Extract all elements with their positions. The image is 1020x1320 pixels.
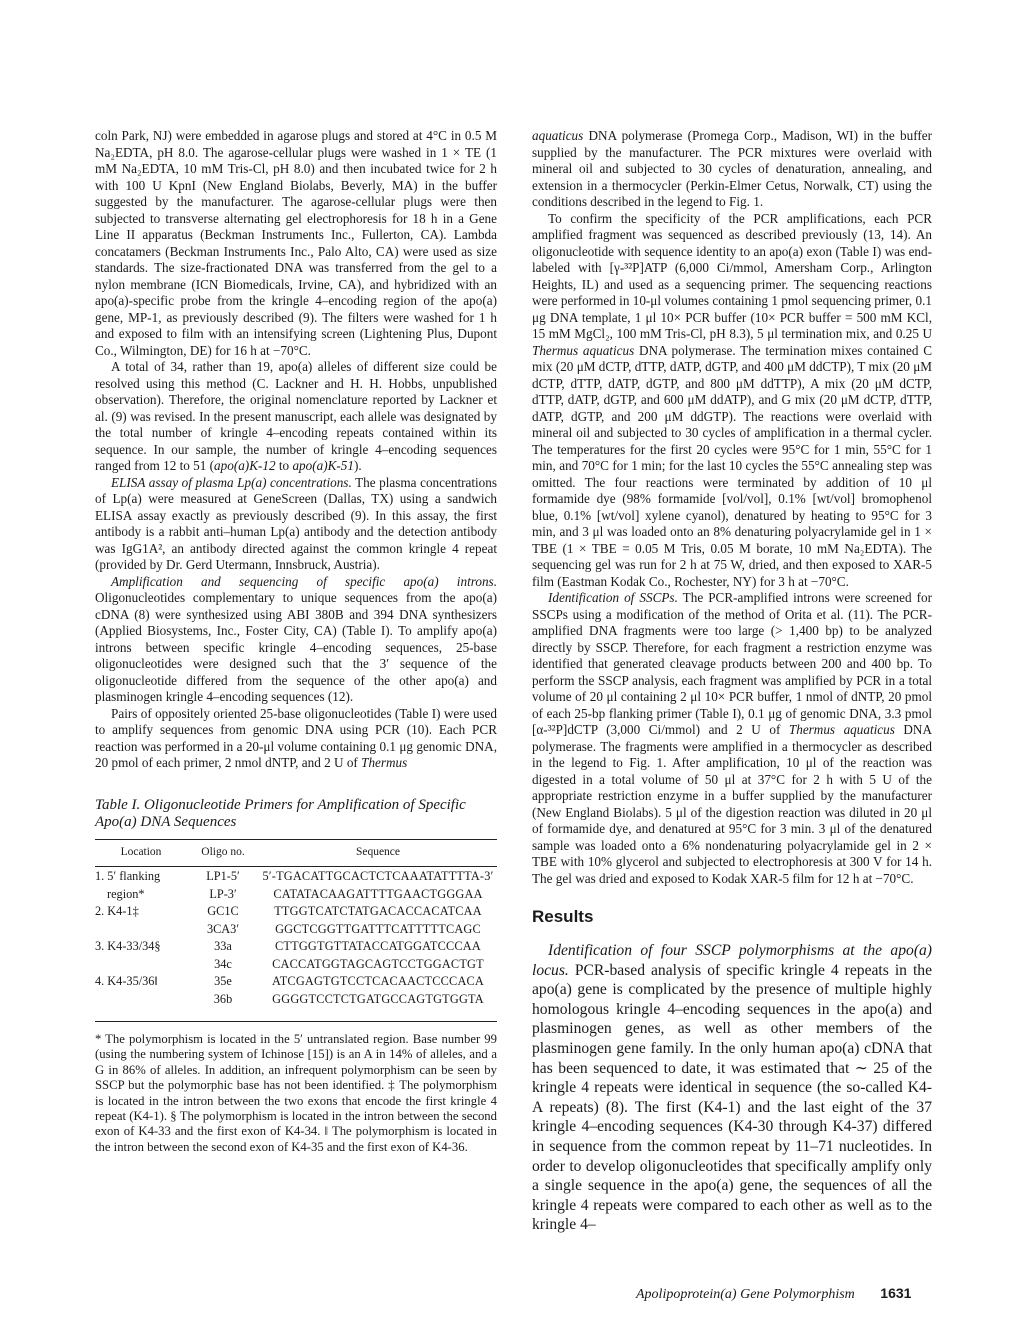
header-location: Location (95, 839, 187, 867)
results-paragraph: Identification of four SSCP polymorphisms at the apo(a) locus. PCR-based analysis of specific kringle 4 repeats in the apo(a) gene is complicated by the presence of multiple highly homologous kringle 4–encoding sequences in the apo(a) and plasminogen genes, as well as other members of the plasminogen gene family. In the only human apo(a) cDNA that has been sequenced to date, it was estimated that ∼ 25 of the kringle 4 repeats were identical in sequence (the so-called K4-A repeats) (8). The first (K4-1) and the last eight of the 37 kringle 4–encoding sequences (K4-30 through K4-37) differed in sequence from the common repeat by 11–71 nucleotides. In order to develop oligonucleotides that specifically amplify only a single sequence in the apo(a) gene, the sequences of all the kringle 4 repeats were compared to each other as well as to the kringle 4– (532, 942, 932, 1234)
pcr-continuation-paragraph: aquaticus DNA polymerase (Promega Corp., Madison, WI) in the buffer supplied by the manufacturer. The PCR mixtures were overlaid with mineral oil and subjected to 30 cycles of denaturation, annealing, and extension in a thermocycler (Perkin-Elmer Cetus, Norwalk, CT) using the conditions described in the legend to Fig. 1. (532, 128, 932, 209)
elisa-heading: ELISA assay of plasma Lp(a) concentrations. (111, 474, 352, 490)
table-row: 36b GGGGTCCTCTGATGCCAGTGTGGTA (213, 991, 484, 1006)
page-number: 1631 (880, 1285, 912, 1301)
right-column (532, 128, 932, 1235)
table-bottom-rule (95, 1021, 497, 1022)
amplification-paragraph: Amplification and sequencing of specific apo(a) introns. Oligonucleotides complementary to unique sequences from the apo(a) cDNA (8) were synthesized using ABI 380B and 394 DNA synthesizers (Applied Biosystems, Inc., Foster City, CA) (Table I). To amplify apo(a) introns between specific kringle 4–encoding sequences, 25-base oligonucleotides were designed such that the 3′ sequence of the oligonucleotide differed from the sequence of the other apo(a) and plasminogen kringle 4–encoding sequences (12). (95, 573, 497, 704)
amplification-heading: Amplification and sequencing of specific apo(a) introns. (111, 573, 497, 589)
results-heading: Results (532, 907, 594, 926)
page-footer (636, 1285, 936, 1303)
running-title: Apolipoprotein(a) Gene Polymorphism (636, 1287, 855, 1302)
table-header-row (95, 839, 497, 867)
table-row: 2. K4-1‡ GC1C TTGGTCATCTATGACACCACATCAA (95, 904, 482, 918)
pcr-pairs-paragraph: Pairs of oppositely oriented 25-base oligonucleotides (Table I) were used to amplify sequences from genomic DNA using PCR (10). Each PCR reaction was performed in a 20-μl volume containing 0.1 μg genomic DNA, 20 pmol of each primer, 2 nmol dNTP, and 2 U of Thermus (95, 705, 497, 770)
results-subheading: Identification of four SSCP polymorphisms at the apo(a) locus. (532, 942, 932, 979)
table-row: 4. K4-35/36‖ 35e ATCGAGTGTCCTCACAACTCCCACA (95, 974, 485, 988)
elisa-paragraph: ELISA assay of plasma Lp(a) concentrations. The plasma concentrations of Lp(a) were measured at GeneScreen (Dallas, TX) using a sandwich ELISA assay exactly as previously described (9). In this assay, the first antibody is a rabbit anti–human Lp(a) antibody and the detection antibody was IgG1A², an antibody directed against the common kringle 4 repeat (provided by Dr. Gerd Utermann, Innsbruck, Austria). (95, 474, 498, 572)
methods-paragraph-2: A total of 34, rather than 19, apo(a) alleles of different size could be resolved using this method (C. Lackner and H. H. Hobbs, unpublished observation). Therefore, the original nomenclature reported by Lackner et al. (9) was revised. In the present manuscript, each allele was designated by the total number of kringle 4–encoding repeats contained within its sequence. In our sample, the number of kringle 4–encoding sequences ranged from 12 to 51 (apo(a)K-12 to apo(a)K-51). (95, 359, 497, 473)
header-sequence: Sequence (259, 839, 497, 867)
table-row: region* LP-3′ CATATACAAGATTTTGAACTGGGAA (107, 886, 483, 901)
sequencing-paragraph: To confirm the specificity of the PCR amplifications, each PCR amplified fragment was sequenced as described previously (13, 14). An oligonucleotide with sequence identity to an apo(a) exon (Table I) was end-labeled with [γ-³²P]ATP (6,000 Ci/mmol, Amersham Corp., Arlington Heights, IL) and used as a sequencing primer. The sequencing reactions were performed in 10-μl volumes containing 1 pmol sequencing primer, 0.1 μg DNA template, 1 μl 10× PCR buffer (10× PCR buffer = 500 mM KCl, 15 mM MgCl₂, 100 mM Tris-Cl, pH 8.3), 5 μl termination mix, and 0.25 U Thermus aquaticus DNA polymerase. The termination mixes contained C mix (20 μM dCTP, dTTP, dATP, dGTP, and 400 μM ddCTP), T mix (20 μM dCTP, dTTP, dATP, dGTP, and 800 μM ddTTP), A mix (20 μM dCTP, dTTP, dATP, dGTP, and 600 μM ddATP), and G mix (20 μM dCTP, dTTP, dATP, dGTP, and 200 μM ddGTP). The reactions were overlaid with mineral oil and subjected to 30 cycles of amplification in a thermal cycler. The temperatures for the first 20 cycles were 95°C for 1 min, 55°C for 1 min, and 70°C for 1 min; for the last 10 cycles the 55°C annealing step was omitted. The four reactions were terminated by addition of 10 μl formamide dye (98% formamide [vol/vol], 0.1% [wt/vol] bromophenol blue, 0.1% [wt/vol] xylene cyanol), denatured by heating to 95°C for 3 min, and 3 μl was loaded onto an 8% denaturing polyacrylamide gel in 1 × TBE (1 × TBE = 0.05 M Tris, 0.05 M borate, 10 mM Na₂EDTA). The sequencing gel was run for 2 h at 75 W, dried, and then exposed to XAR-5 film (Eastman Kodak Co., Rochester, NY) for 3 h at −70°C. (532, 210, 932, 589)
table-footnotes: * The polymorphism is located in the 5′ untranslated region. Base number 99 (using the numbering system of Ichinose [15]) is an A in 14% of alleles, and a G in 86% of alleles. In addition, an infrequent polymorphism can be seen by SSCP but the polymorphic base has not been identified. ‡ The polymorphism is located in the intron between the two exons that encode the first kringle 4 repeat (K4-1). § The polymorphism is located in the intron between the second exon of K4-33 and the first exon of K4-34. ‖ The polymorphism is located in the intron between the second exon of K4-35 and the first exon of K4-36. (95, 1032, 497, 1154)
sscp-heading: Identification of SSCPs. (548, 590, 678, 605)
methods-paragraph-1: coln Park, NJ) were embedded in agarose plugs and stored at 4°C in 0.5 M Na₂EDTA, pH 8.0. The agarose-cellular plugs were washed in 1 × TE (1 mM Na₂EDTA, 10 mM Tris-Cl, pH 8.0) and then incubated twice for 2 h with 100 U KpnI (New England Biolabs, Beverly, MA) in the buffer suggested by the manufacturer. The agarose-cellular plugs were then subjected to transverse alternating gel electrophoresis for 18 h in a Gene Line II apparatus (Beckman Instruments Inc., Fullerton, CA). Lambda concatamers (Beckman Instruments Inc., Palo Alto, CA) were used as size standards. The size-fractionated DNA was transferred from the gel to a nylon membrane (ICN Biomedicals, Irvine, CA), and hybridized with an apo(a)-specific probe from the kringle 4–encoding region of the apo(a) gene, MP-1, as previously described (9). The filters were washed for 1 h and exposed to film with an intensifying screen (Lightening Plus, Dupont Co., Wilmington, DE) for 16 h at −70°C. (95, 128, 497, 358)
table-row: 34c CACCATGGTAGCAGTCCTGGACTGT (214, 956, 484, 971)
table-row: 1. 5′ flanking LP1-5′ 5′-TGACATTGCACTCTCAAATATTTTA-3′ (95, 869, 494, 883)
header-oligo: Oligo no. (187, 839, 259, 867)
primer-table (95, 839, 497, 1016)
left-column (95, 128, 497, 1155)
sscp-paragraph: Identification of SSCPs. The PCR-amplified introns were screened for SSCPs using a modification of the method of Orita et al. (11). The PCR-amplified DNA fragments were too large (> 1,400 bp) to be analyzed directly by SSCP. Therefore, for each fragment a restriction enzyme was identified that generated cleavage products between 200 and 400 bp. To perform the SSCP analysis, each fragment was amplified by PCR in a total volume of 20 μl containing 2 μl 10× PCR buffer, 1 nmol of dNTP, 20 pmol of each 25-bp flanking primer (Table I), 0.1 μg of genomic DNA, 3.3 pmol [α-³²P]dCTP (3,000 Ci/mmol) and 2 U of Thermus aquaticus DNA polymerase. The fragments were amplified in a thermocycler as described in the legend to Fig. 1. After amplification, 10 μl of the reaction was digested in a total volume of 50 μl at 37°C for 2 h with 5 U of the appropriate restriction enzyme in a buffer supplied by the manufacturer (New England Biolabs). 5 μl of the digestion reaction was diluted in 20 μl of formamide dye, and denatured at 95°C for 3 min. 3 μl of the denatured sample was loaded onto a 6% nondenaturing polyacrylamide gel in 2 × TBE with 10% glycerol and subjected to electrophoresis at 300 V for 14 h. The gel was dried and exposed to Kodak XAR-5 film for 12 h at −70°C. (532, 590, 933, 886)
table-row: 3. K4-33/34§ 33a CTTGGTGTTATACCATGGATCCCAA (95, 939, 481, 953)
table-row: 3CA3′ GGCTCGGTTGATTTCATTTTTCAGC (206, 921, 481, 936)
table-caption: Table I. Oligonucleotide Primers for Amplification of Specific Apo(a) DNA Sequences (95, 796, 466, 830)
